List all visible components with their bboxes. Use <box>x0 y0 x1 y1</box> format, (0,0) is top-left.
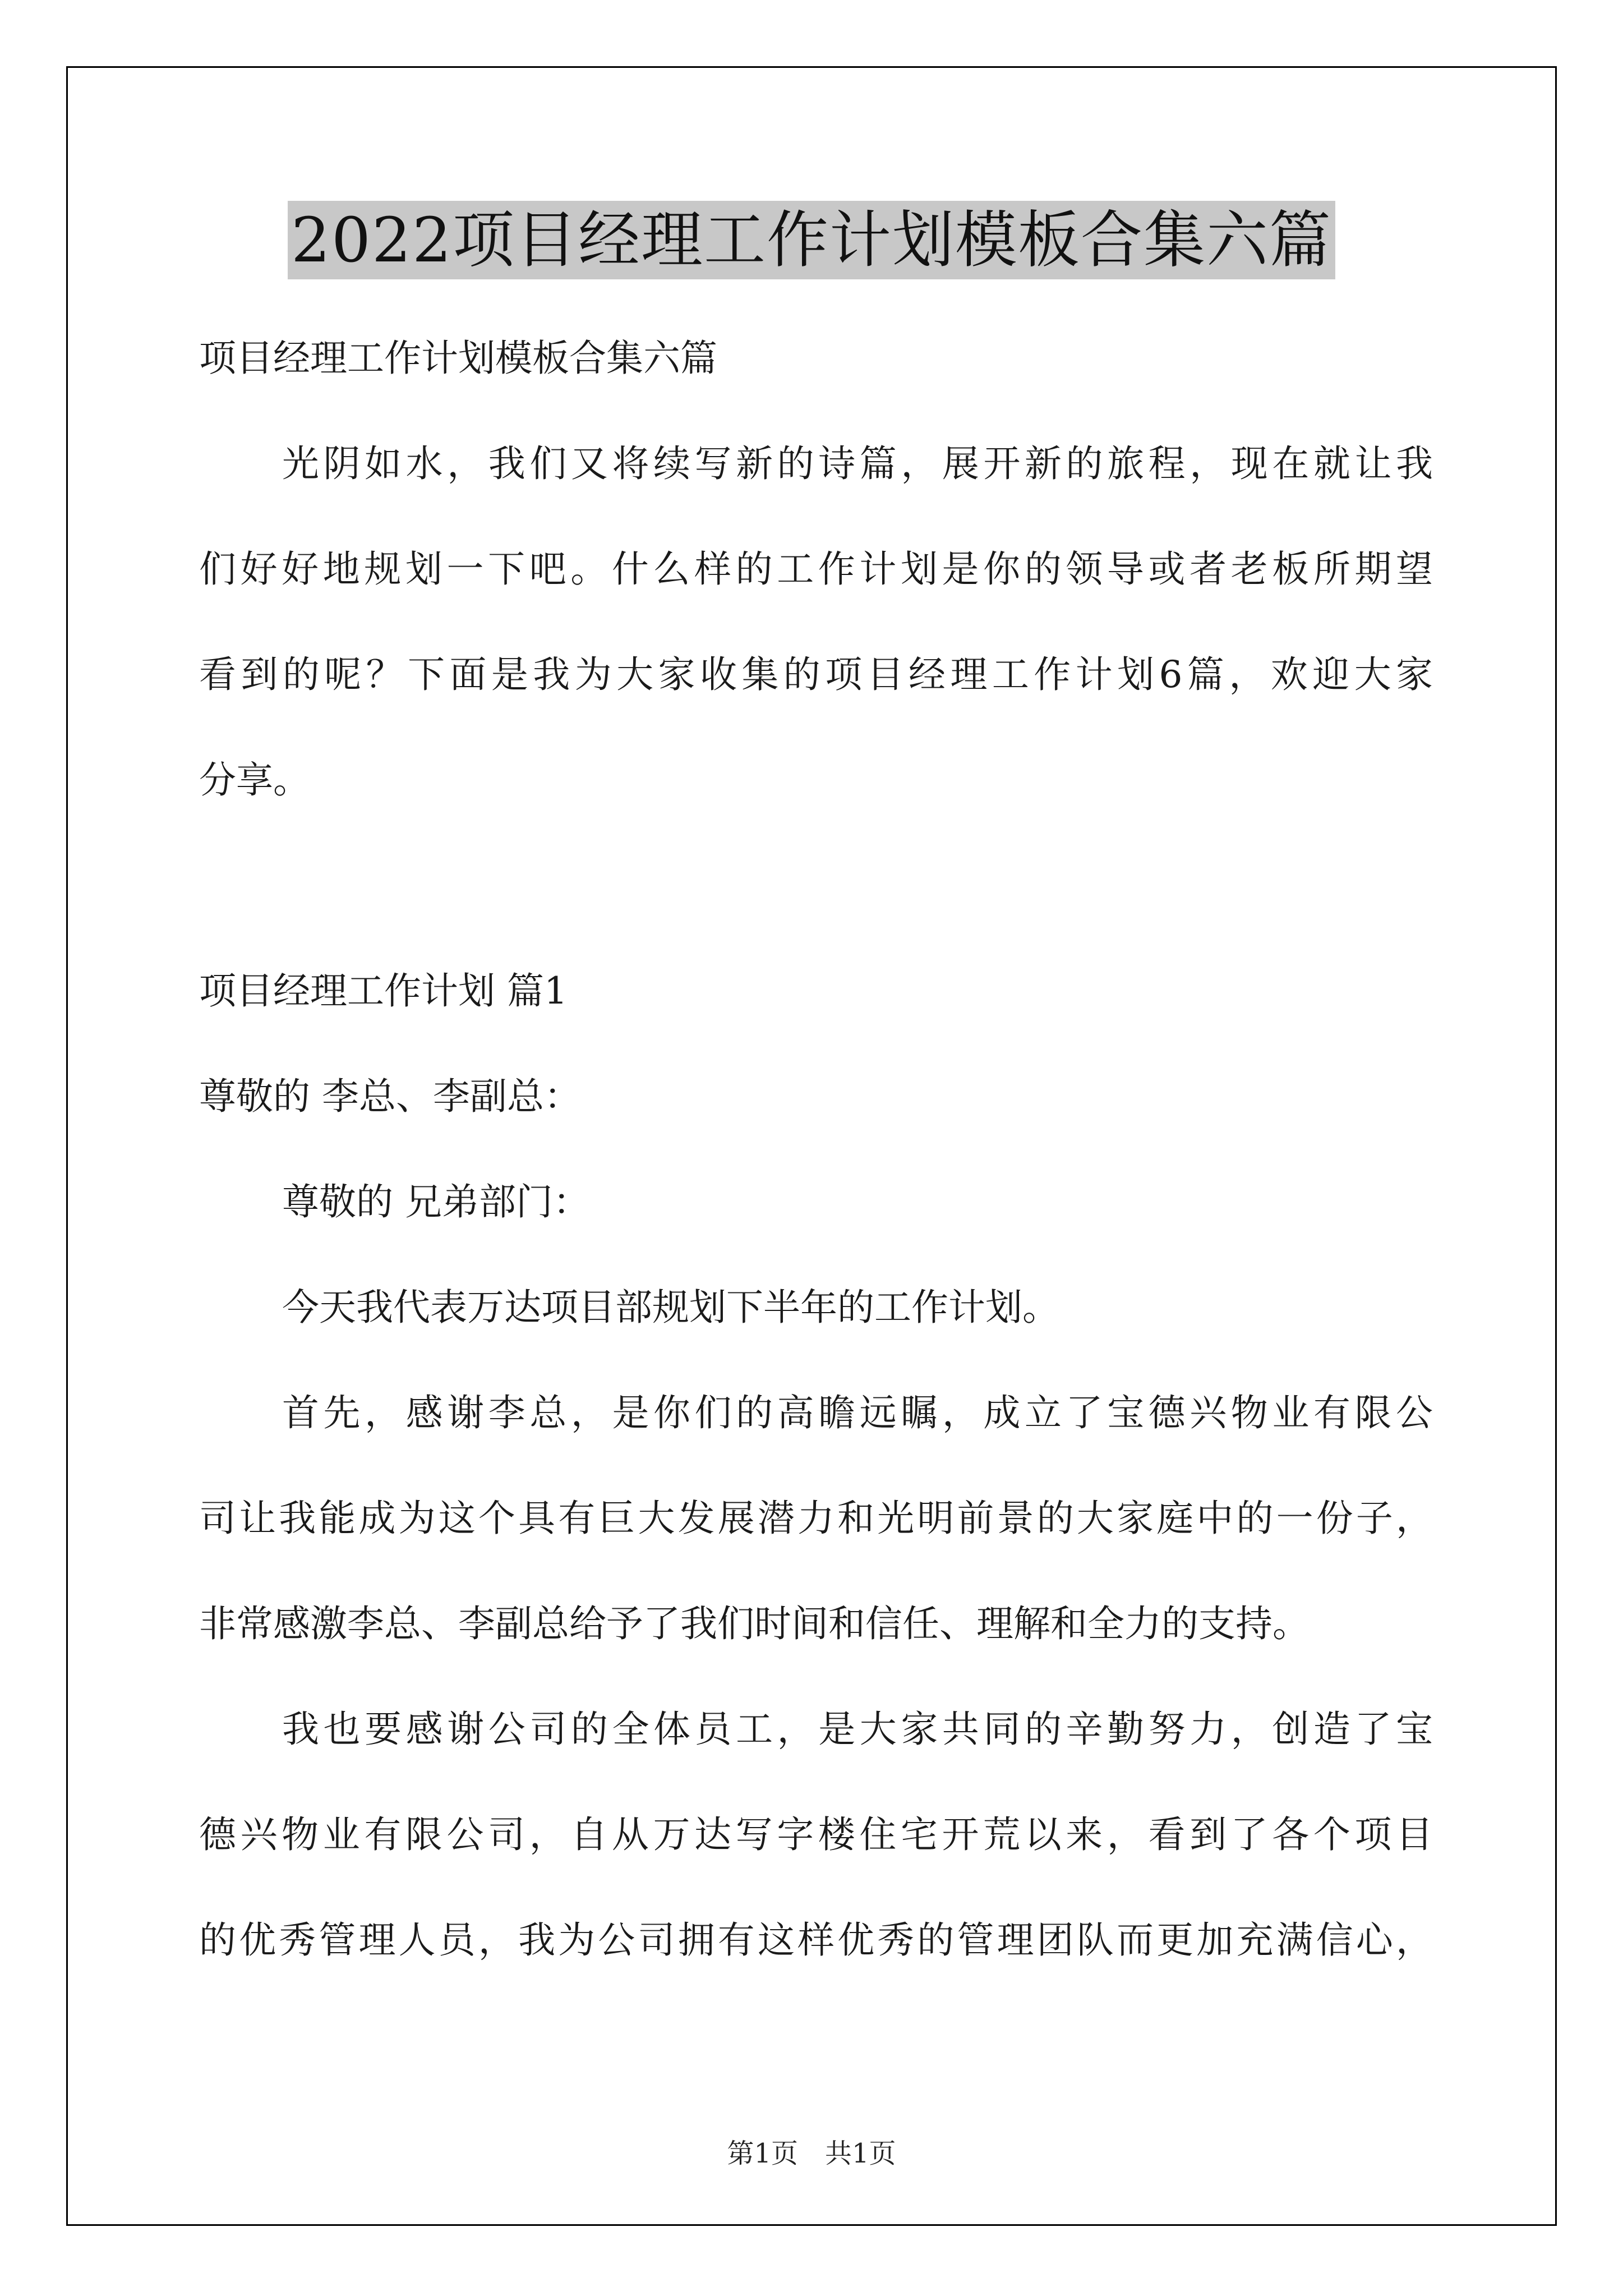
section-heading: 项目经理工作计划 篇1 <box>199 969 568 1013</box>
subtitle: 项目经理工作计划模板合集六篇 <box>199 337 717 380</box>
page-footer: 第1页 共1页 <box>727 2138 896 2169</box>
paragraph-line: 今天我代表万达项目部规划下半年的工作计划。 <box>282 1286 1059 1329</box>
title-container <box>0 201 1623 279</box>
paragraph-line: 的优秀管理人员，我为公司拥有这样优秀的管理团队而更加充满信心， <box>199 1918 1433 1962</box>
salutation: 尊敬的 李总、李副总： <box>199 1075 581 1118</box>
document-body <box>199 306 1433 1993</box>
paragraph-line: 德兴物业有限公司，自从万达写字楼住宅开荒以来，看到了各个项目 <box>199 1813 1433 1856</box>
paragraph-line: 首先，感谢李总，是你们的高瞻远瞩，成立了宝德兴物业有限公 <box>282 1391 1433 1434</box>
paragraph-line: 们好好地规划一下吧。什么样的工作计划是你的领导或者老板所期望 <box>199 547 1433 591</box>
salutation: 尊敬的 兄弟部门： <box>282 1180 590 1223</box>
blank-line <box>199 833 1433 938</box>
paragraph-line: 我也要感谢公司的全体员工，是大家共同的辛勤努力，创造了宝 <box>282 1708 1433 1751</box>
paragraph-line: 看到的呢？下面是我为大家收集的项目经理工作计划6篇，欢迎大家 <box>199 653 1433 696</box>
paragraph-line: 司让我能成为这个具有巨大发展潜力和光明前景的大家庭中的一份子， <box>199 1497 1433 1540</box>
paragraph-line: 光阴如水，我们又将续写新的诗篇，展开新的旅程，现在就让我 <box>282 442 1433 485</box>
paragraph-line: 非常感激李总、李副总给予了我们时间和信任、理解和全力的支持。 <box>199 1602 1310 1645</box>
document-title: 2022项目经理工作计划模板合集六篇 <box>288 201 1335 279</box>
paragraph-line: 分享。 <box>199 758 310 802</box>
